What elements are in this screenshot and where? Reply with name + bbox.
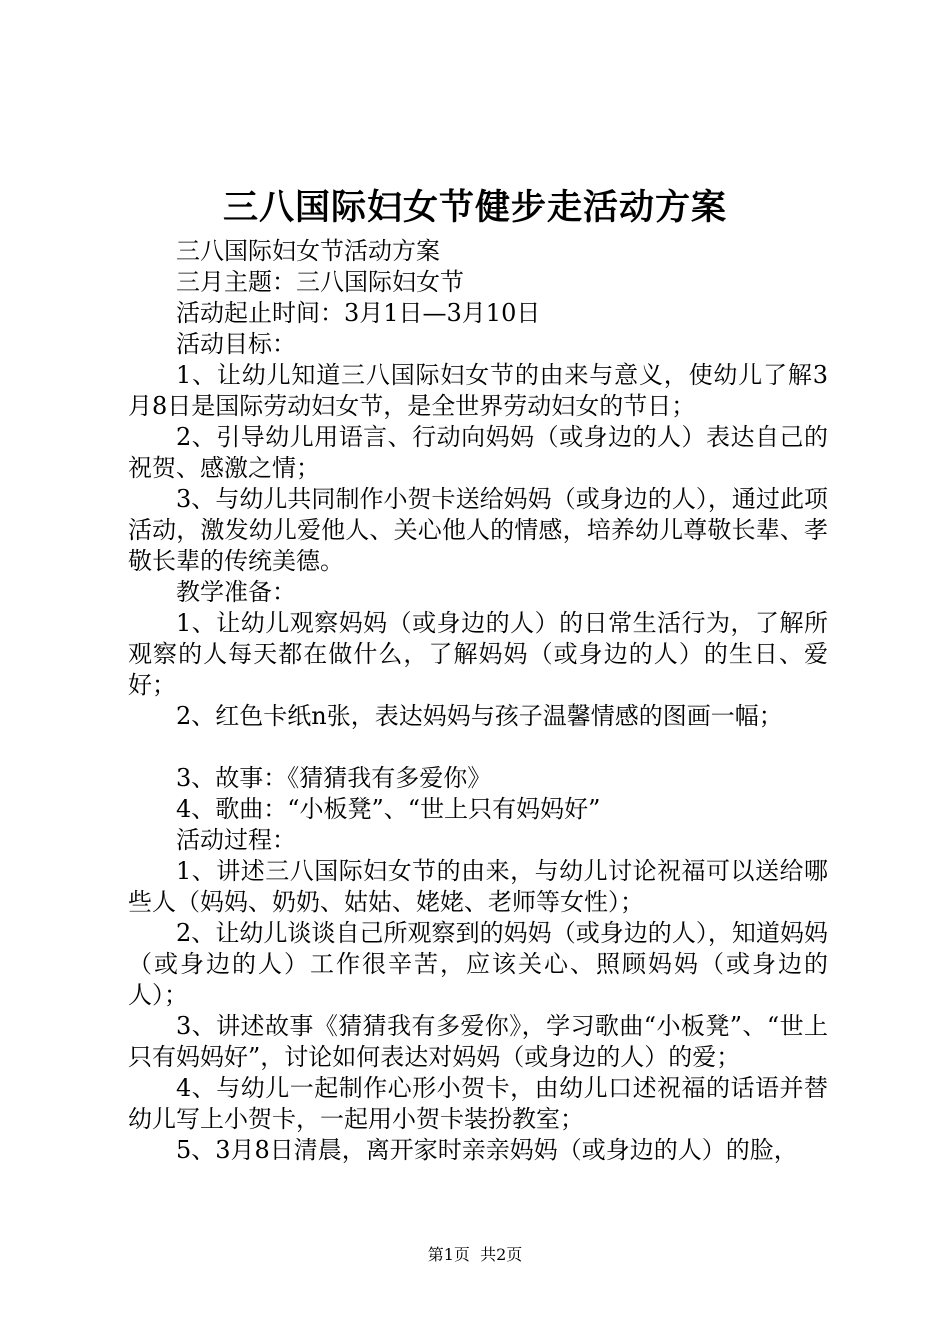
paragraph-prep-3: 3、故事：《猜猜我有多爱你》 [176,764,492,792]
paragraph-process-2: 2、让幼儿谈谈自己所观察到的妈妈（或身边的人），知道妈妈（或身边的人）工作很辛苦，应该关心、照顾妈妈（或身边的人）； [128,919,828,1009]
heading-preparation: 教学准备： [176,578,296,606]
paragraph-prep-4: 4、歌曲：“小板凳”、“世上只有妈妈好” [176,795,601,823]
paragraph-prep-2: 2、红色卡纸n张，表达妈妈与孩子温馨情感的图画一幅； [176,702,783,730]
paragraph-period: 活动起止时间：3月1日—3月10日 [176,299,541,327]
paragraph-process-4: 4、与幼儿一起制作心形小贺卡，由幼儿口述祝福的话语并替幼儿写上小贺卡，一起用小贺卡装扮教室； [128,1074,828,1133]
page-number-current: 第1页 [427,1245,470,1264]
paragraph-process-3: 3、讲述故事《猜猜我有多爱你》，学习歌曲“小板凳”、“世上只有妈妈好”，讨论如何表达对妈妈（或身边的人）的爱； [128,1012,828,1071]
paragraph-goal-1: 1、让幼儿知道三八国际妇女节的由来与意义，使幼儿了解3月8日是国际劳动妇女节，是全世界劳动妇女的节日； [128,361,828,420]
paragraph-prep-1: 1、让幼儿观察妈妈（或身边的人）的日常生活行为，了解所观察的人每天都在做什么，了解妈妈（或身边的人）的生日、爱好； [128,609,828,699]
paragraph-process-1: 1、讲述三八国际妇女节的由来，与幼儿讨论祝福可以送给哪些人（妈妈、奶奶、姑姑、姥姥、老师等女性）； [128,857,828,916]
heading-process: 活动过程： [176,826,296,854]
heading-goals: 活动目标： [176,330,296,358]
paragraph-process-5: 5、3月8日清晨，离开家时亲亲妈妈（或身边的人）的脸， [176,1136,798,1164]
page-number-total: 共2页 [480,1245,523,1264]
document-body [128,236,828,1166]
page-footer [0,1243,950,1267]
paragraph-theme: 三月主题：三八国际妇女节 [176,268,464,296]
paragraph-goal-2: 2、引导幼儿用语言、行动向妈妈（或身边的人）表达自己的祝贺、感激之情； [128,423,828,482]
paragraph-plan-name: 三八国际妇女节活动方案 [176,237,440,265]
document-title: 三八国际妇女节健步走活动方案 [222,187,727,228]
paragraph-goal-3: 3、与幼儿共同制作小贺卡送给妈妈（或身边的人），通过此项活动，激发幼儿爱他人、关心他人的情感，培养幼儿尊敬长辈、孝敬长辈的传统美德。 [128,485,828,575]
